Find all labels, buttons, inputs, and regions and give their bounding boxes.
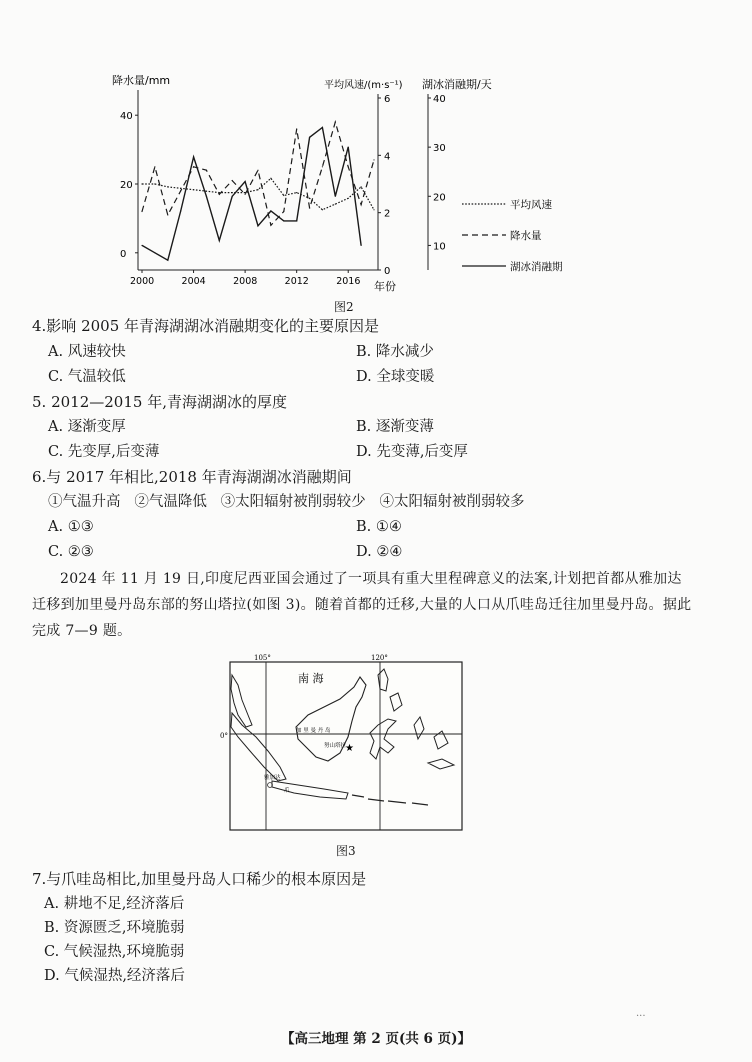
left-tick-label-20: 20 [120, 180, 133, 191]
q5-option-d[interactable]: D. 先变薄,后变厚 [356, 444, 468, 460]
q7-option-b[interactable]: B. 资源匮乏,环境脆弱 [44, 920, 185, 936]
q6-option-b[interactable]: B. ①④ [356, 519, 402, 535]
series-2-point [361, 245, 362, 246]
q6-option-c[interactable]: C. ②③ [48, 544, 94, 560]
x-tick-label-2012: 2012 [284, 276, 309, 287]
series-1-point [245, 194, 246, 195]
series-2-point [245, 181, 246, 182]
question-4-stem: 4.影响 2005 年青海湖湖冰消融期变化的主要原因是 [32, 317, 380, 335]
series-1-point [348, 166, 349, 167]
right2-axis-title: 湖冰消融期/天 [422, 78, 492, 91]
series-1-point [154, 166, 155, 167]
series-2-point [141, 245, 142, 246]
q4-option-d[interactable]: D. 全球变暖 [356, 369, 435, 385]
series-0-point [270, 178, 271, 179]
q5-option-b[interactable]: B. 逐渐变薄 [356, 419, 434, 435]
right2-tick-label-10: 10 [433, 241, 446, 253]
series-0-point [373, 209, 374, 210]
x-tick-label-2004: 2004 [181, 276, 206, 287]
lon-105-label: 105° [254, 654, 271, 662]
series-2-point [167, 260, 168, 261]
page-footer: 【高三地理 第 2 页(共 6 页)】 [280, 1031, 472, 1047]
series-1-point [206, 170, 207, 171]
series-2-point [180, 210, 181, 211]
series-0-point [309, 198, 310, 199]
question-5-stem: 5. 2012—2015 年,青海湖湖冰的厚度 [32, 393, 287, 411]
q4-option-b[interactable]: B. 降水减少 [356, 344, 434, 360]
figure2-caption: 图2 [334, 300, 354, 314]
passage-text: 2024 年 11 月 19 日,印度尼西亚国会通过了一项具有重大里程碑意义的法案,计划把首都从雅加达迁移到加里曼丹岛东部的努山塔拉(如图 3)。随着首都的迁移,大量的人口从爪哇岛迁往加里曼丹岛。据此完成 7—9 题。 [32, 571, 692, 639]
series-1-point [232, 180, 233, 181]
right1-tick-label-2: 2 [384, 208, 391, 220]
series-0-point [361, 186, 362, 187]
x-tick-label-2000: 2000 [130, 276, 155, 287]
q6-option-d[interactable]: D. ②④ [356, 544, 403, 560]
q7-option-c[interactable]: C. 气候湿热,环境脆弱 [44, 944, 185, 960]
right2-tick-label-30: 30 [433, 143, 446, 155]
legend-label-1: 降水量 [510, 230, 542, 242]
right2-tick-label-20: 20 [433, 192, 446, 204]
series-2-point [309, 137, 310, 138]
series-0-point [296, 192, 297, 193]
series-1-point [296, 128, 297, 129]
series-2-point [296, 220, 297, 221]
legend-label-0: 平均风速 [510, 199, 552, 211]
q5-option-c[interactable]: C. 先变厚,后变薄 [48, 444, 160, 460]
climate-chart [110, 74, 590, 306]
series-1-point [219, 194, 220, 195]
series-0-point [154, 183, 155, 184]
series-0-point [141, 183, 142, 184]
chart-series [141, 121, 374, 260]
series-0-point [232, 192, 233, 193]
right1-tick-label-4: 4 [384, 151, 391, 163]
series-1-point [283, 211, 284, 212]
series-1-point [322, 166, 323, 167]
series-2-point [348, 147, 349, 148]
q5-option-a[interactable]: A. 逐渐变厚 [48, 419, 126, 435]
series-2-point [232, 196, 233, 197]
series-0-point [180, 188, 181, 189]
series-1-point [270, 225, 271, 226]
series-1-point [141, 211, 142, 212]
lon-120-label: 120° [371, 654, 388, 662]
series-2-point [154, 252, 155, 253]
x-tick-label-2016: 2016 [336, 276, 361, 287]
q4-option-a[interactable]: A. 风速较快 [48, 344, 126, 360]
series-0-point [206, 191, 207, 192]
series-line-1 [142, 122, 374, 225]
series-2-point [206, 196, 207, 197]
series-0-point [167, 186, 168, 187]
right1-axis-title: 平均风速/(m·s⁻¹) [324, 80, 403, 91]
jakarta-label: 雅加达 [264, 775, 281, 781]
question-6-stem: 6.与 2017 年相比,2018 年青海湖湖冰消融期间 [32, 468, 352, 486]
series-1-point [309, 207, 310, 208]
series-1-point [257, 170, 258, 171]
x-tick-label-2008: 2008 [233, 276, 258, 287]
q6-choices: ①气温升高 ②气温降低 ③太阳辐射被削弱较少 ④太阳辐射被削弱较多 [48, 494, 525, 510]
series-1-point [180, 190, 181, 191]
borneo-label: 加 里 曼 丹 岛 [296, 728, 331, 734]
figure3-caption: 图3 [336, 844, 356, 858]
series-2-point [219, 240, 220, 241]
series-0-point [348, 198, 349, 199]
left-tick-label-0: 0 [120, 248, 127, 260]
q7-option-a[interactable]: A. 耕地不足,经济落后 [44, 896, 185, 912]
series-2-point [193, 156, 194, 157]
series-1-point [167, 214, 168, 215]
question-7-stem: 7.与爪哇岛相比,加里曼丹岛人口稀少的根本原因是 [32, 870, 367, 888]
series-2-point [283, 220, 284, 221]
chart-legend [462, 198, 563, 273]
page-corner-mark: ... [636, 1008, 646, 1019]
series-2-point [270, 210, 271, 211]
legend-label-2: 湖冰消融期 [510, 261, 563, 273]
series-0-point [257, 189, 258, 190]
left-tick-label-40: 40 [120, 111, 133, 123]
right1-tick-label-0: 0 [384, 266, 391, 277]
capital-star-icon: ★ [345, 743, 354, 754]
indonesia-map [220, 654, 464, 833]
series-1-point [335, 121, 336, 122]
right1-tick-label-6: 6 [384, 94, 391, 105]
series-0-point [193, 189, 194, 190]
series-1-point [193, 166, 194, 167]
series-1-point [373, 159, 374, 160]
right2-tick-label-40: 40 [433, 94, 446, 105]
map-svg [220, 654, 464, 833]
series-2-point [335, 196, 336, 197]
series-0-point [322, 209, 323, 210]
south-china-sea-label: 南 海 [298, 672, 324, 685]
nusantara-label: 努山塔拉 [324, 743, 347, 749]
chart-svg [110, 74, 590, 306]
series-0-point [335, 203, 336, 204]
series-line-2 [142, 128, 361, 261]
q4-option-c[interactable]: C. 气温较低 [48, 369, 126, 385]
series-2-point [322, 127, 323, 128]
q6-option-a[interactable]: A. ①③ [48, 519, 94, 535]
x-unit-label: 年份 [374, 280, 396, 293]
series-2-point [257, 225, 258, 226]
q7-option-d[interactable]: D. 气候湿热,经济落后 [44, 968, 185, 984]
equator-label: 0° [220, 732, 228, 740]
java-label: 爪 [284, 788, 290, 794]
series-1-point [361, 204, 362, 205]
left-axis-title: 降水量/mm [112, 74, 171, 87]
series-0-point [283, 195, 284, 196]
